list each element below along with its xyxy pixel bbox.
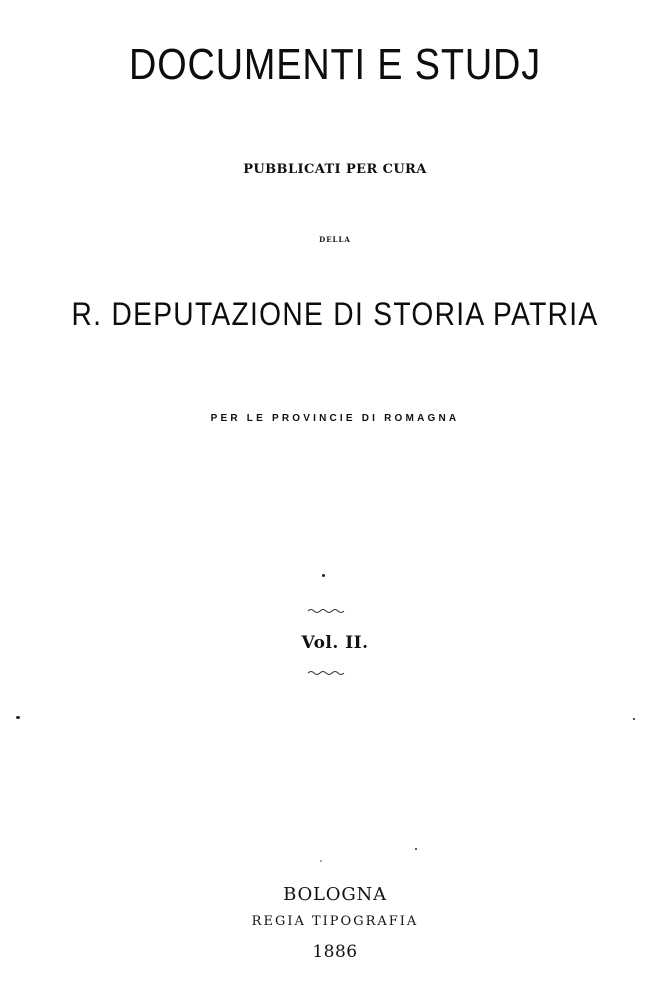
volume-number: Vol. II. xyxy=(301,633,369,653)
wavy-ornament-bottom xyxy=(307,670,345,676)
book-title: DOCUMENTI E STUDJ xyxy=(129,40,541,89)
paper-speck xyxy=(633,718,635,720)
paper-speck xyxy=(415,848,417,850)
subtitle: PUBBLICATI PER CURA xyxy=(243,162,427,177)
institution-name: R. DEPUTAZIONE DI STORIA PATRIA xyxy=(71,296,599,332)
wavy-ornament-top xyxy=(307,608,345,614)
publication-year: 1886 xyxy=(312,942,358,962)
paper-speck xyxy=(320,860,322,862)
paper-speck xyxy=(16,716,20,719)
connector-word: DELLA xyxy=(319,235,351,244)
paper-speck xyxy=(322,574,325,577)
publication-city: BOLOGNA xyxy=(283,884,387,905)
printer-name: REGIA TIPOGRAFIA xyxy=(251,914,419,929)
region-line: PER LE PROVINCIE DI ROMAGNA xyxy=(210,413,460,424)
